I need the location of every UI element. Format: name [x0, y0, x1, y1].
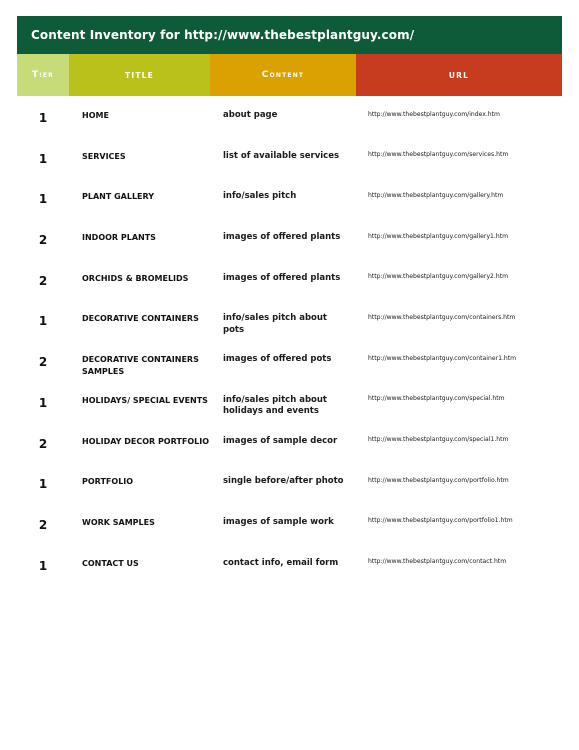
content-cell: images of offered pots: [223, 354, 332, 365]
table-row: [17, 103, 562, 144]
title-cell: INDOOR PLANTS: [82, 233, 156, 243]
content-cell: info/sales pitch: [223, 191, 297, 202]
content-cell: contact info, email form: [223, 557, 339, 568]
table-row: [17, 510, 562, 551]
title-cell: ORCHIDS & BROMELIDS: [82, 273, 189, 283]
title-cell: WORK SAMPLES: [82, 517, 155, 527]
title-cell: CONTACT US: [82, 558, 139, 568]
table-row: [17, 184, 562, 225]
url-cell: http://www.thebestplantguy.com/gallery1.htm: [368, 232, 509, 240]
content-cell: info/sales pitch about holidays and events: [223, 394, 327, 417]
tier-cell: 1: [38, 192, 48, 207]
tier-cell: 1: [38, 151, 48, 166]
url-cell: http://www.thebestplantguy.com/gallery2.htm: [368, 273, 509, 281]
tier-cell: 1: [38, 477, 48, 492]
content-cell: images of offered plants: [223, 272, 341, 283]
content-cell: info/sales pitch about pots: [223, 313, 327, 335]
tier-cell: 2: [38, 517, 48, 532]
table-row: [17, 266, 562, 307]
tier-cell: 2: [38, 355, 48, 370]
url-cell: http://www.thebestplantguy.com/index.htm: [368, 110, 500, 118]
url-cell: http://www.thebestplantguy.com/portfolio.htm: [368, 476, 509, 484]
table-row: [17, 551, 562, 592]
table-row: [17, 388, 562, 429]
url-cell: http://www.thebestplantguy.com/special1.htm: [368, 436, 509, 443]
content-inventory-document: [17, 16, 562, 591]
title-cell: PORTFOLIO: [82, 477, 134, 487]
content-cell: images of offered plants: [223, 232, 341, 243]
column-header-url: URL: [356, 54, 562, 96]
table-body: [17, 103, 562, 591]
tier-cell: 1: [38, 395, 48, 410]
url-cell: http://www.thebestplantguy.com/contact.htm: [368, 558, 507, 566]
content-cell: about page: [223, 110, 278, 120]
column-header-tier: Tier: [17, 54, 69, 96]
tier-cell: 2: [38, 436, 48, 451]
title-cell: DECORATIVE CONTAINERS SAMPLES: [82, 355, 199, 376]
content-cell: single before/after photo: [223, 476, 344, 487]
tier-cell: 1: [38, 111, 48, 125]
tier-cell: 1: [38, 558, 48, 573]
document-title: Content Inventory for http://www.thebestplantguy.com/: [17, 16, 562, 54]
content-cell: list of available services: [223, 150, 340, 161]
url-cell: http://www.thebestplantguy.com/special.htm: [368, 395, 505, 403]
url-cell: http://www.thebestplantguy.com/services.htm: [368, 151, 509, 159]
table-row: [17, 306, 562, 347]
content-cell: images of sample work: [223, 516, 334, 527]
title-cell: HOLIDAY DECOR PORTFOLIO: [82, 436, 209, 446]
column-header-content: Content: [210, 54, 356, 96]
title-cell: SERVICES: [82, 151, 126, 161]
tier-cell: 1: [38, 314, 48, 329]
title-cell: DECORATIVE CONTAINERS: [82, 314, 199, 324]
title-cell: HOLIDAYS/ SPECIAL EVENTS: [82, 395, 208, 405]
title-cell: HOME: [82, 111, 109, 120]
table-row: [17, 469, 562, 510]
url-cell: http://www.thebestplantguy.com/gallery.htm: [368, 191, 504, 199]
table-header: [17, 54, 562, 96]
tier-cell: 2: [38, 233, 48, 248]
table-row: [17, 144, 562, 185]
content-cell: images of sample decor: [223, 435, 338, 446]
tier-cell: 2: [38, 273, 48, 288]
title-cell: PLANT GALLERY: [82, 192, 155, 202]
table-row: [17, 429, 562, 470]
url-cell: http://www.thebestplantguy.com/container1.htm: [368, 354, 517, 362]
table-row: [17, 347, 562, 388]
url-cell: http://www.thebestplantguy.com/portfolio1.htm: [368, 517, 513, 525]
column-header-title: TITLE: [69, 54, 210, 96]
url-cell: http://www.thebestplantguy.com/containers.htm: [368, 313, 516, 321]
table-row: [17, 225, 562, 266]
